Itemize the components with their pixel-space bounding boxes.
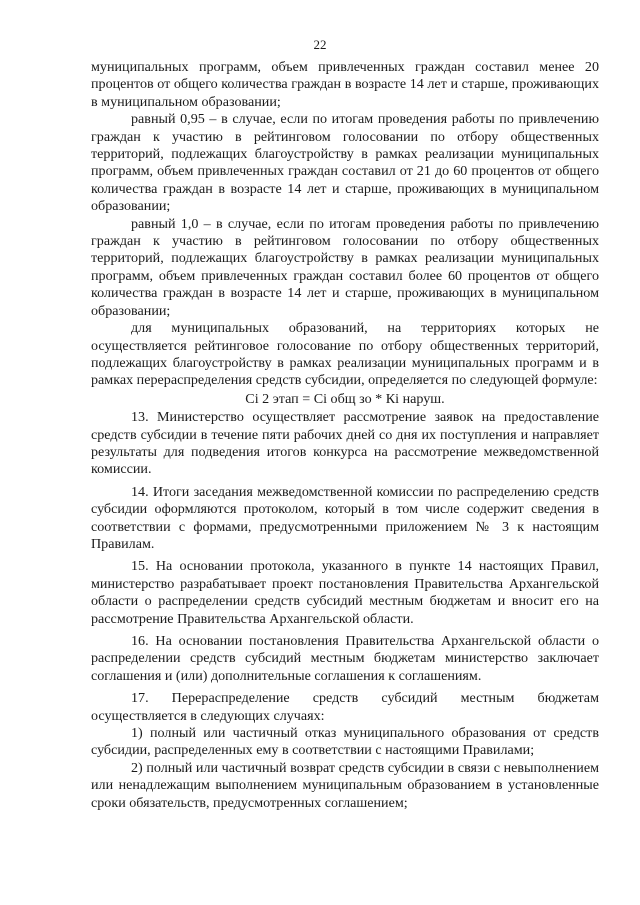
document-body [91, 59, 599, 812]
paragraph-subitem-1: 1) полный или частичный отказ муниципального образования от средств субсидии, распределенных ему в соответствии с настоящими Правилами; [91, 725, 599, 759]
paragraph-subitem-2: 2) полный или частичный возврат средств субсидии в связи с невыполнением или ненадлежащим выполнением муниципальным образованием в установленные сроки обязательств, предусмотренных соглашением; [91, 759, 599, 811]
paragraph-item-15: 15. На основании протокола, указанного в пункте 14 настоящих Правил, министерство разрабатывает проект постановления Правительства Архангельской области о распределении средств субсидий местным бюджетам и вносит его на рассмотрение Правительства Архангельской области. [91, 558, 599, 627]
page-number: 22 [313, 37, 327, 52]
paragraph-item-16: 16. На основании постановления Правительства Архангельской области о распределении средств субсидий местным бюджетам министерство заключает соглашения и (или) дополнительные соглашения к соглашениям. [91, 633, 599, 684]
paragraph-item-13: 13. Министерство осуществляет рассмотрение заявок на предоставление средств субсидии в течение пяти рабочих дней со дня их поступления и направляет результаты для подведения итогов конкурса на рассмотрение межведомственной комиссии. [91, 409, 599, 478]
paragraph-coefficient-10: равный 1,0 – в случае, если по итогам проведения работы по привлечению граждан к участию в рейтинговом голосовании по отбору общественных территорий, подлежащих благоустройству в рамках реализации муниципальных программ, объем привлеченных граждан составил более 60 процентов от общего количества граждан в возрасте 14 лет и старше, проживающих в муниципальном образовании; [91, 215, 599, 319]
paragraph-item-14: 14. Итоги заседания межведомственной комиссии по распределению средств субсидии оформляются протоколом, который в том числе содержит сведения в соответствии с формами, предусмотренными приложением № 3 к настоящим Правилам. [91, 483, 599, 552]
paragraph-coefficient-095: равный 0,95 – в случае, если по итогам проведения работы по привлечению граждан к участию в рейтинговом голосовании по отбору общественных территорий, подлежащих благоустройству в рамках реализации муниципальных программ, объем привлеченных граждан составил от 21 до 60 процентов от общего количества граждан в возрасте 14 лет и старше, проживающих в муниципальном образовании; [91, 111, 599, 215]
paragraph-continuation: муниципальных программ, объем привлеченных граждан составил менее 20 процентов от общего количества граждан в возрасте 14 лет и старше, проживающих в муниципальном образовании; [91, 59, 599, 110]
formula: Сi 2 этап = Сi общ зо * Кi наруш. [245, 390, 445, 407]
paragraph-no-voting: для муниципальных образований, на территориях которых не осуществляется рейтинговое голосование по отбору общественных территорий, подлежащих благоустройству в рамках реализации муниципальных программ и в рамках перераспределения средств субсидии, определяется по следующей формуле: [91, 320, 599, 389]
paragraph-item-17: 17. Перераспределение средств субсидий местным бюджетам осуществляется в следующих случаях: [91, 690, 599, 724]
